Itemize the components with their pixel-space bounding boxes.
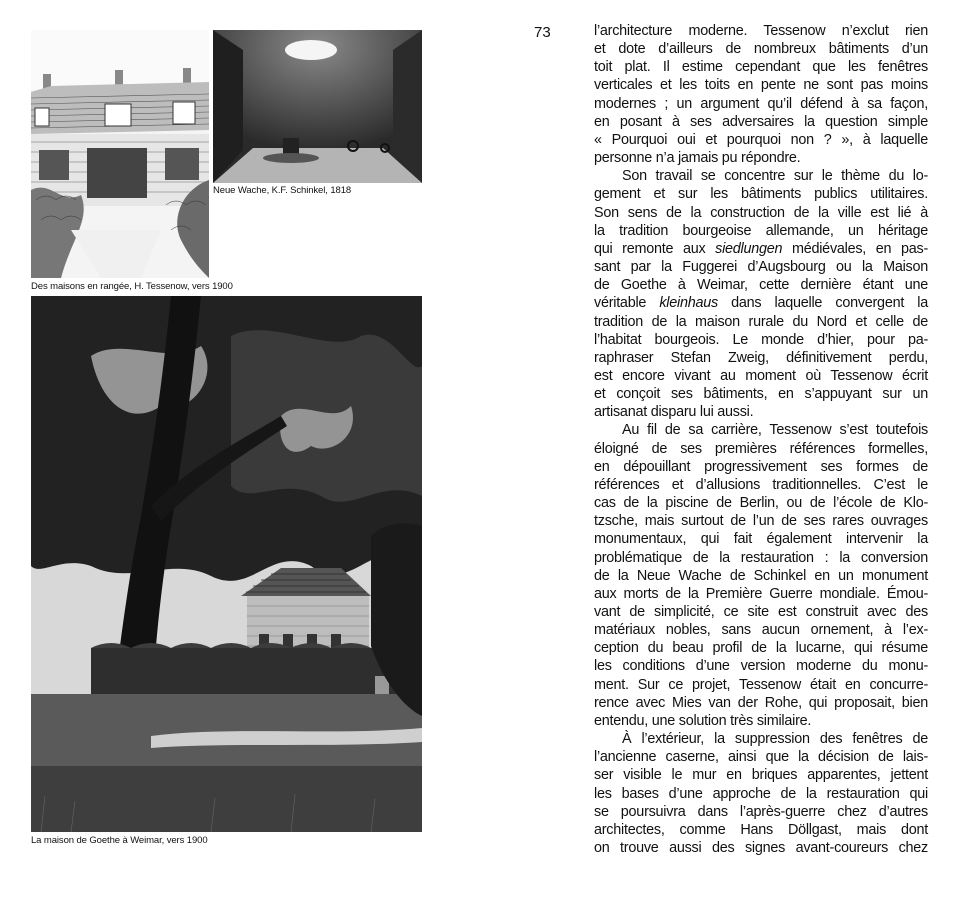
neue-wache-photo xyxy=(213,30,422,183)
caption-row-houses: Des maisons en rangée, H. Tessenow, vers 1900 xyxy=(31,281,233,292)
text-line: l’architecture moderne. Tessenow n’exclut rien xyxy=(594,23,928,39)
caption-goethe-house: La maison de Goethe à Weimar, vers 1900 xyxy=(31,835,208,846)
text-line: est encore vivant au moment où Tessenow écrit xyxy=(594,367,928,384)
text-line: références et d’allusions traditionnelles. C’est le xyxy=(594,476,928,493)
text-line: les conditions d’une version moderne du monu- xyxy=(594,658,928,675)
text-line: la tradition bourgeoise allemande, un héritage xyxy=(594,222,928,239)
text-line: éloigné de ses premières références formelles, xyxy=(594,440,928,457)
figure-row-houses-sketch xyxy=(31,30,209,278)
text-line: monumentaux, qui fait également intervenir la xyxy=(594,531,928,548)
text-line: en dépouillant progressivement ses formes de xyxy=(594,458,928,475)
text-line: artisanat disparu lui aussi. xyxy=(594,404,754,421)
caption-neue-wache: Neue Wache, K.F. Schinkel, 1818 xyxy=(213,185,352,196)
text-line: se poursuivra dans l’après-guerre chez d’autres xyxy=(594,803,928,820)
text-line: toit plat. Il estime cependant que les fenêtres xyxy=(594,59,928,76)
row-houses-illustration xyxy=(31,30,209,278)
goethe-house-photo xyxy=(31,296,422,832)
text-line: « Pourquoi oui et pourquoi non ? », à laquelle xyxy=(594,131,928,148)
text-line: Son sens de la construction de la ville est lié à xyxy=(594,204,928,221)
text-line: on trouve aussi des signes avant-coureurs chez xyxy=(594,840,928,857)
text-line: et conçoit ses bâtiments, en s’appuyant sur un xyxy=(594,386,928,403)
text-line: tzsche, mais surtout de l’un de ses rares ouvrages xyxy=(594,513,928,530)
text-line: vant de simplicité, ce site est construit avec des xyxy=(594,604,928,620)
text-line: ment. Sur ce projet, Tessenow était en concurre- xyxy=(594,676,928,693)
text-line: ception du beau profil de la lucarne, qui résume xyxy=(594,640,928,657)
text-line: À l’extérieur, la suppression des fenêtres de xyxy=(622,731,928,748)
text-line: modernes ; un argument qu’il défend à sa façon, xyxy=(594,95,928,112)
text-line: raphraser Stefan Zweig, définitivement perdu, xyxy=(594,349,928,366)
text-line: matériaux nobles, sans aucun ornement, à l’ex- xyxy=(594,622,928,639)
figure-goethe-house xyxy=(31,296,422,832)
text-line: Au fil de sa carrière, Tessenow s’est toutefois xyxy=(622,422,928,439)
text-line: architectes, comme Hans Döllgast, mais dont xyxy=(594,821,928,838)
text-line: entendu, une solution très similaire. xyxy=(594,712,812,729)
text-line: de Goethe à Weimar, cette dernière étant une xyxy=(594,277,928,294)
text-line: rence avec Mies van der Rohe, qui proposait, bien xyxy=(594,694,928,711)
text-line: les bases d’une approche de la restauration qui xyxy=(594,785,928,802)
text-line: et dote d’ailleurs de nombreux bâtiments d’un xyxy=(594,41,928,58)
text-line: véritable kleinhaus dans laquelle convergent la xyxy=(594,295,928,312)
text-line: sant par la Fuggerei d’Augsbourg ou la Maison xyxy=(594,259,928,276)
text-line: de la Neue Wache de Schinkel en un monument xyxy=(594,567,928,584)
text-line: personne n’a jamais pu répondre. xyxy=(594,150,801,167)
text-line: verticales et les toits en pente ne sont pas moins xyxy=(594,77,928,94)
text-line: l’ancienne caserne, ainsi que la décision de lais- xyxy=(594,749,928,766)
figure-neue-wache xyxy=(213,30,422,183)
page-number: 73 xyxy=(534,24,551,41)
text-line: tradition de la maison rurale du Nord et celle de xyxy=(594,313,928,330)
text-line: cas de la piscine de Berlin, ou de l’école de Klo- xyxy=(594,495,928,512)
text-line: ser visible le mur en briques apparentes, jettent xyxy=(594,767,928,784)
body-text xyxy=(594,22,928,857)
text-line: aux morts de la Première Guerre mondiale. Émou- xyxy=(594,585,928,602)
text-line: l’habitat bourgeois. Le monde d’hier, pour pa- xyxy=(594,331,928,348)
text-line: en posant à ses adversaires la question simple xyxy=(594,113,928,130)
text-line: Son travail se concentre sur le thème du lo- xyxy=(622,168,928,185)
text-line: gement et sur les bâtiments publics utilitaires. xyxy=(594,186,928,203)
text-line: problématique de la restauration : la conversion xyxy=(594,549,928,566)
text-line: qui remonte aux siedlungen médiévales, en pas- xyxy=(594,240,928,257)
